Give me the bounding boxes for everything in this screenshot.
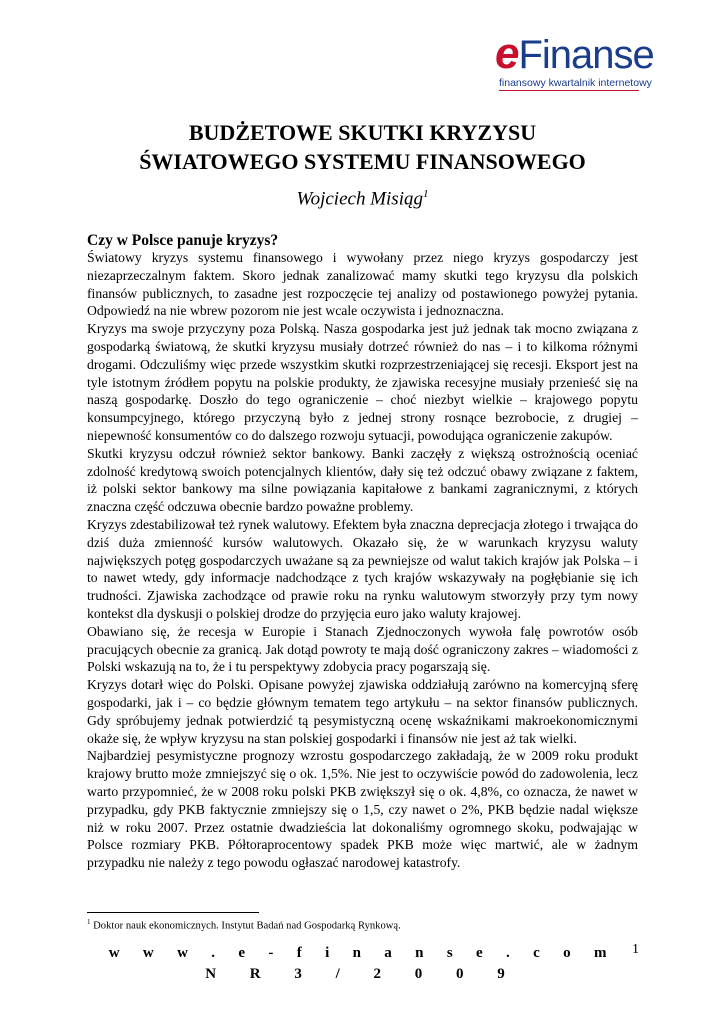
section-heading: Czy w Polsce panuje kryzys? (87, 232, 279, 249)
footnote-text: Doktor nauk ekonomicznych. Instytut Badań nad Gospodarką Rynkową. (93, 920, 401, 932)
footnote-rule (87, 912, 259, 913)
paragraph: Kryzys dotarł więc do Polski. Opisane powyżej zjawiska oddziałują zarówno na komercyjną sferę gospodarki, jak i – co będzie głównym tematem tego artykułu – na sektor finansów publicznych. Gdy spróbujemy jednak potwierdzić tą pesymistyczną ocenę wskaźnikami makroekonomicznymi okaże się, że wpływ kryzysu na stan polskiej gospodarki i finansów nie jest aż tak wielki. (87, 677, 638, 746)
author-line (0, 188, 725, 210)
author-name: Wojciech Misiąg (296, 188, 423, 210)
paragraph: Kryzys ma swoje przyczyny poza Polską. Nasza gospodarka jest już jednak tak mocno związana z gospodarką światową, że skutki kryzysu musiały dotrzeć również do nas – i to kilkoma różnymi drogami. Odczuliśmy więc przede wszystkim skutki rozprzestrzeniającej się recesji. Eksport jest na tyle istotnym źródłem popytu na polskie produkty, że zjawiska recesyjne musiały przenieść się na naszą gospodarkę. Doszło do tego ograniczenie – choć niezbyt wielkie – krajowego popytu konsumpcyjnego, którego przyczyną było z jednej strony rosnące bezrobocie, z drugiej – niepewność konsumentów co do dalszego rozwoju sytuacji, powodująca ograniczenie zakupów. (87, 321, 638, 443)
paragraph: Najbardziej pesymistyczne prognozy wzrostu gospodarczego zakładają, że w 2009 roku produkt krajowy brutto może zmniejszyć się o ok. 1,5%. Nie jest to oczywiście powód do zadowolenia, lecz warto przypomnieć, że w 2008 roku polski PKB zwiększył się o ok. 4,8%, co oznacza, że nawet w przypadku, gdy PKB faktycznie zmniejszy się o 1,5, czy nawet o 2%, PKB będzie nadal większe niż w roku 2007. Przez ostatnie dwadzieścia lat dokonaliśmy ogromnego skoku, podwajając w Polsce rozmiary PKB. Półtoraprocentowy spadek PKB może więc martwić, ale w żadnym przypadku nie należy z tego powodu ogłaszać narodowej katastrofy. (87, 748, 638, 871)
page-number: 1 (632, 942, 639, 957)
article-body (87, 249, 638, 872)
author-footnote-mark: 1 (422, 188, 429, 200)
efinanse-logo (495, 29, 665, 94)
paragraph: Obawiano się, że recesja w Europie i Stanach Zjednoczonych wywoła falę powrotów osób pracujących obecnie za granicą. Jak dotąd powroty te mają dość ograniczony zakres – wiadomości z Polski wskazują na to, że i tu perspektywy zdobycia pracy pogarszają się. (87, 623, 638, 675)
logo-word: Finanse (518, 33, 654, 77)
footnote (87, 918, 401, 932)
logo-underline (499, 90, 639, 91)
title-line-1: BUDŻETOWE SKUTKI KRYZYSU (188, 120, 537, 145)
logo-wordmark (495, 29, 654, 78)
footnote-mark: 1 (87, 918, 91, 926)
logo-tagline: finansowy kwartalnik internetowy (499, 77, 652, 89)
paragraph: Kryzys zdestabilizował też rynek walutowy. Efektem była znaczna deprecjacja złotego i trwająca do dziś duża zmienność kursów walutowych. Okazało się, że w warunkach kryzysu waluty największych potęg gospodarczych uważane są za pewniejsze od walut takich krajów jak Polska – i to nawet wtedy, gdy informacje nadchodzące z tych krajów wskazywały na pogłębianie się ich trudności. Zjawiska zachodzące od prawie roku na rynku walutowym stworzyły przy tym nowy kontekst dla dyskusji o polskiej drodze do przyjęcia euro jako waluty krajowej. (87, 516, 638, 621)
footer-url: w w w . e - f i n a n s e . c o m (108, 945, 617, 961)
logo-e: e (495, 29, 519, 78)
title-line-2: ŚWIATOWEGO SYSTEMU FINANSOWEGO (139, 149, 586, 174)
footer-issue: N R 3 / 2 0 0 9 (205, 966, 520, 982)
paragraph: Światowy kryzys systemu finansowego i wywołany przez niego kryzys gospodarczy jest niezaprzeczalnym faktem. Skoro jednak zanalizować mamy skutki tego kryzysu dla polskich finansów publicznych, to zasadne jest rozpoczęcie tej analizy od postawionego powyżej pytania. Odpowiedź na nie wbrew pozorom nie jest wcale oczywista i jednoznaczna. (87, 250, 638, 319)
article-title (0, 118, 725, 176)
paragraph: Skutki kryzysu odczuł również sektor bankowy. Banki zaczęły z większą ostrożnością oceniać zdolność kredytową swoich potencjalnych klientów, dały się też odczuć obawy związane z faktem, iż polski sektor bankowy ma silne powiązania kapitałowe z bankami zagranicznymi, z których znaczna część odczuwa obecnie bardzo poważne problemy. (87, 445, 638, 515)
